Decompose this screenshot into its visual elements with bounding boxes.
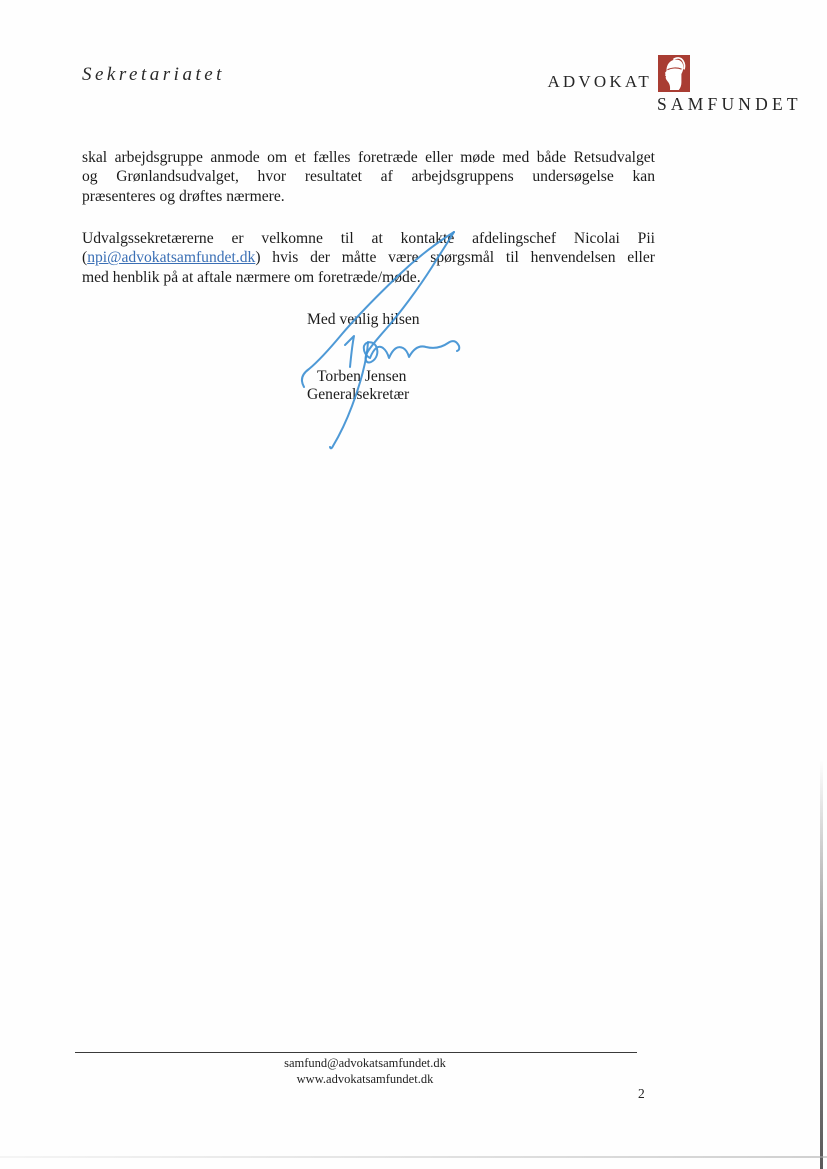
logo-word-samfundet: SAMFUNDET — [657, 94, 802, 114]
signer-name: Torben Jensen — [317, 368, 407, 385]
paragraph-line — [82, 248, 655, 267]
footer-website: www.advokatsamfundet.dk — [296, 1071, 434, 1086]
paragraph-line: med henblik på at aftale nærmere om foretræde/møde. — [82, 268, 421, 286]
email-link[interactable]: npi@advokatsamfundet.dk — [87, 249, 256, 267]
footer — [75, 1056, 655, 1087]
paragraph-2 — [82, 229, 655, 287]
scan-artifact-bottom-edge — [0, 1156, 827, 1158]
closing-salutation: Med venlig hilsen — [307, 311, 420, 328]
logo-mark — [658, 55, 690, 92]
page-number: 2 — [638, 1086, 645, 1101]
paragraph-line: skal arbejdsgruppe anmode om et fælles foretræde eller møde med både Retsudvalget — [82, 149, 655, 166]
paren-open: ( — [82, 249, 88, 267]
paragraph-line: Udvalgssekretærerne er velkomne til at kontakte afdelingschef Nicolai Pii — [82, 230, 655, 247]
footer-email: samfund@advokatsamfundet.dk — [284, 1056, 446, 1070]
paragraph-line: og Grønlandsudvalget, hvor resultatet af arbejdsgruppens undersøgelse kan — [82, 168, 655, 186]
footer-divider — [75, 1052, 637, 1053]
paragraph-line-rest: ) hvis der måtte være spørgsmål til henvendelsen eller — [255, 249, 655, 267]
paragraph-1 — [82, 148, 655, 206]
department-label: Sekretariatet — [82, 64, 225, 85]
signer-title: Generalsekretær — [307, 386, 410, 403]
logo-word-advokat: ADVOKAT — [547, 72, 652, 91]
helmet-profile-icon — [658, 55, 690, 92]
scan-artifact-right-edge — [820, 760, 823, 1169]
paragraph-line: præsenteres og drøftes nærmere. — [82, 187, 285, 205]
